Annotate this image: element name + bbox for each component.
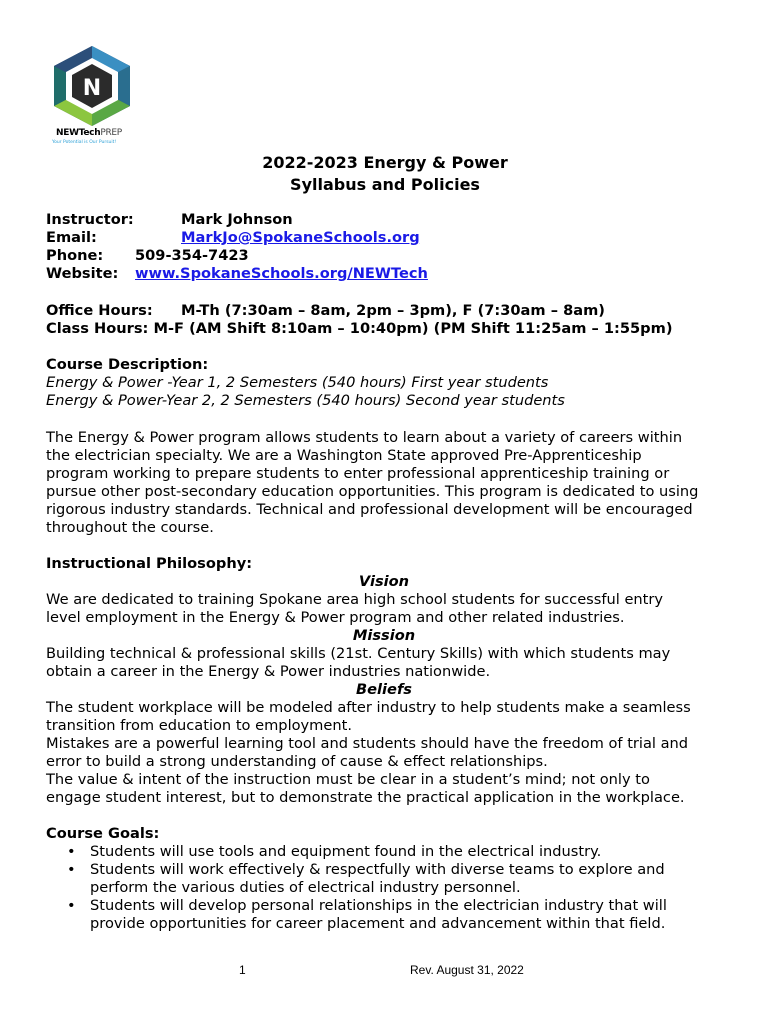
beliefs-line: The value & intent of the instruction must be clear in a student’s mind; not only to xyxy=(46,771,650,788)
class-hours: Class Hours: M-F (AM Shift 8:10am – 10:40pm) (PM Shift 11:25am – 1:55pm) xyxy=(46,320,673,337)
beliefs-line: error to build a strong understanding of cause & effect relationships. xyxy=(46,753,548,770)
vision-line: level employment in the Energy & Power program and other related industries. xyxy=(46,609,625,626)
hexagon-logo-icon xyxy=(46,44,138,128)
course-year1: Energy & Power -Year 1, 2 Semesters (540 hours) First year students xyxy=(46,374,549,391)
goal-item: perform the various duties of electrical industry personnel. xyxy=(90,879,521,896)
description-line: the electrician specialty. We are a Washington State approved Pre-Apprenticeship xyxy=(46,447,642,464)
vision-heading: Vision xyxy=(358,573,410,590)
beliefs-line: transition from education to employment. xyxy=(46,717,352,734)
svg-text:N: N xyxy=(82,76,102,101)
revision-date: Rev. August 31, 2022 xyxy=(410,963,524,977)
mission-heading: Mission xyxy=(352,627,416,644)
mission-line: obtain a career in the Energy & Power industries nationwide. xyxy=(46,663,491,680)
logo-wordmark: NEWTechPREP xyxy=(56,128,122,138)
document-subtitle: Syllabus and Policies xyxy=(290,175,480,194)
email-row: Email: MarkJo@SpokaneSchools.org xyxy=(46,229,420,246)
instructor-row: Instructor: Mark Johnson xyxy=(46,211,293,228)
bullet-icon: • xyxy=(67,861,76,878)
beliefs-line: Mistakes are a powerful learning tool and students should have the freedom of trial and xyxy=(46,735,689,752)
course-year2: Energy & Power-Year 2, 2 Semesters (540 hours) Second year students xyxy=(46,392,565,409)
description-line: The Energy & Power program allows students to learn about a variety of careers within xyxy=(46,429,683,446)
philosophy-heading: Instructional Philosophy: xyxy=(46,555,253,572)
beliefs-heading: Beliefs xyxy=(356,681,412,698)
email-link[interactable]: MarkJo@SpokaneSchools.org xyxy=(181,229,420,246)
document-title: 2022-2023 Energy & Power xyxy=(262,153,508,172)
course-description-heading: Course Description: xyxy=(46,356,209,373)
phone-row: Phone: 509-354-7423 xyxy=(46,247,249,264)
goal-item: provide opportunities for career placement and advancement within that field. xyxy=(90,915,666,932)
description-line: rigorous industry standards. Technical and professional development will be encouraged xyxy=(46,501,693,518)
website-row: Website: www.SpokaneSchools.org/NEWTech xyxy=(46,265,428,282)
bullet-icon: • xyxy=(67,843,76,860)
goal-item: Students will work effectively & respectfully with diverse teams to explore and xyxy=(90,861,665,878)
office-hours: Office Hours: M-Th (7:30am – 8am, 2pm – 3pm), F (7:30am – 8am) xyxy=(46,302,605,319)
description-line: pursue other post-secondary education opportunities. This program is dedicated to using xyxy=(46,483,699,500)
bullet-icon: • xyxy=(67,897,76,914)
vision-line: We are dedicated to training Spokane area high school students for successful entry xyxy=(46,591,664,608)
description-line: program working to prepare students to enter professional apprenticeship training or xyxy=(46,465,670,482)
mission-line: Building technical & professional skills (21st. Century Skills) with which students may xyxy=(46,645,671,662)
website-link[interactable]: www.SpokaneSchools.org/NEWTech xyxy=(135,265,428,282)
logo-tagline: Your Potential is Our Pursuit! xyxy=(52,140,117,145)
goal-item: Students will develop personal relationships in the electrician industry that will xyxy=(90,897,667,914)
description-line: throughout the course. xyxy=(46,519,214,536)
course-goals-heading: Course Goals: xyxy=(46,825,160,842)
goal-item: Students will use tools and equipment found in the electrical industry. xyxy=(90,843,602,860)
beliefs-line: The student workplace will be modeled after industry to help students make a seamless xyxy=(46,699,691,716)
page-number: 1 xyxy=(239,963,246,977)
beliefs-line: engage student interest, but to demonstrate the practical application in the workplace. xyxy=(46,789,685,806)
